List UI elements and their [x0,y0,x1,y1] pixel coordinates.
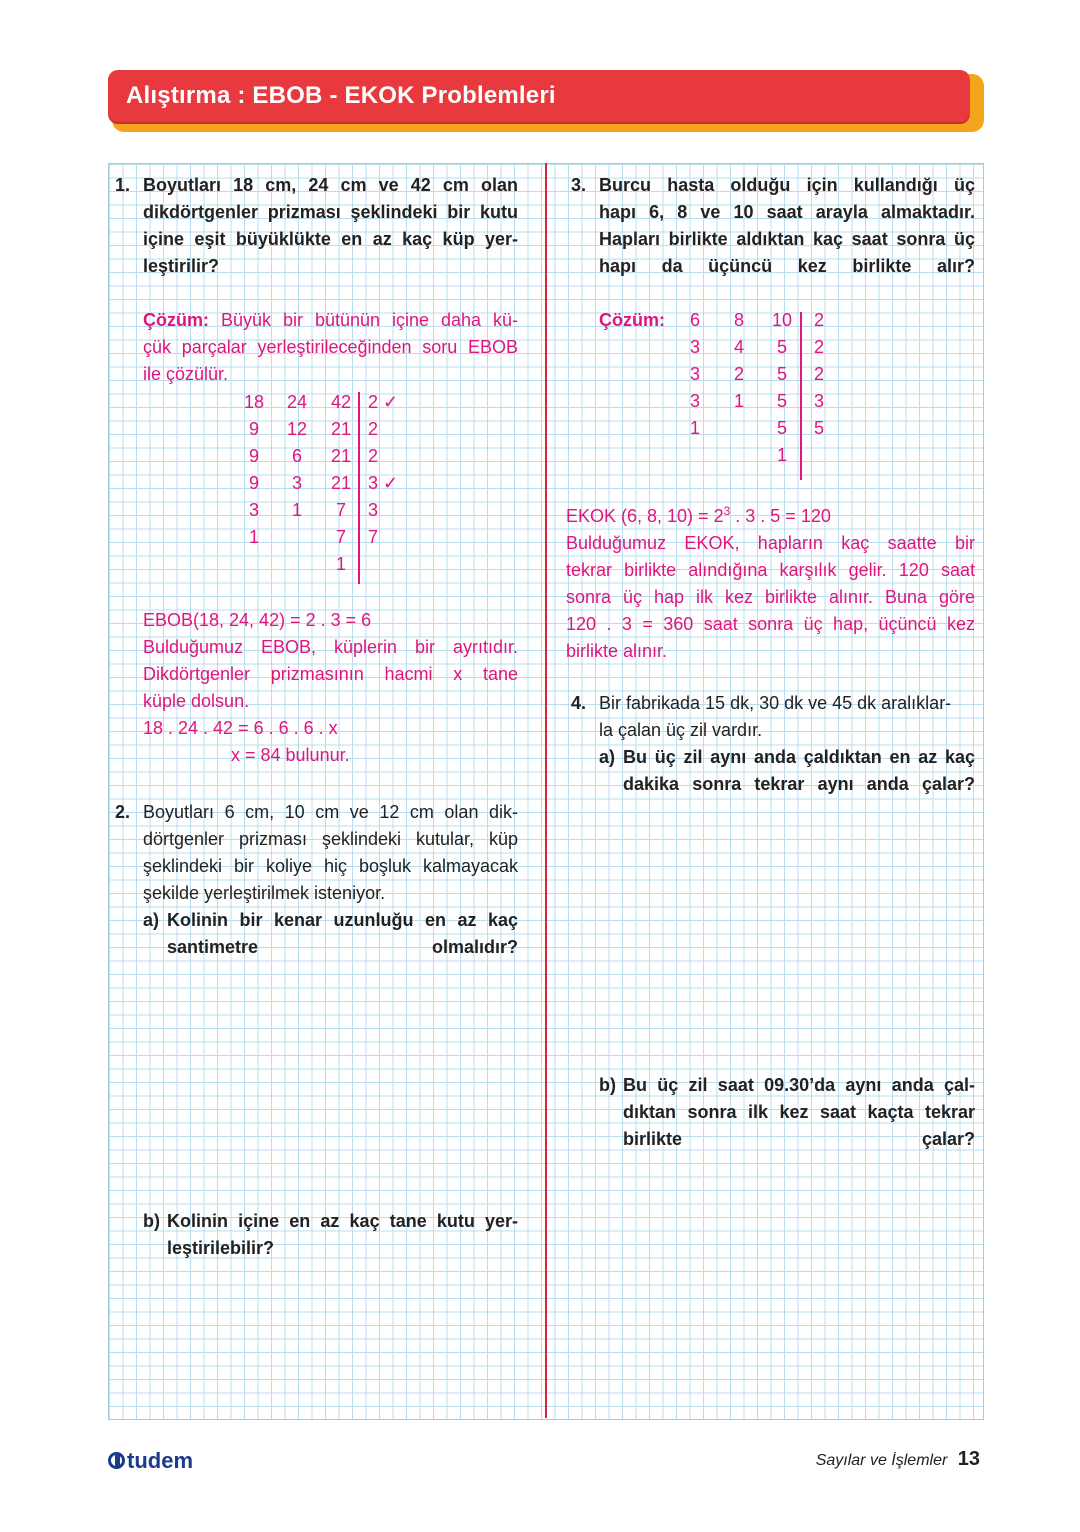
q3-cell: 6 [689,310,700,330]
q1-cell: 3 [248,500,259,520]
q3-cell: 5 [776,364,787,384]
q3-line: Burcu hasta olduğu için kullandığı üç [599,175,975,195]
q1-cell: 9 [248,446,259,466]
q4-text [599,690,975,744]
q1-line: leştirilir? [143,256,220,276]
q1-solution-line: ile çözülür. [143,364,229,384]
q4b-text [623,1072,975,1153]
q1-table-divider [358,392,360,584]
q1-cell: 7 [335,500,346,520]
q1-cell: 6 [291,446,302,466]
q3-ekok-prefix: EKOK (6, 8, 10) = 2 [566,506,724,526]
q3-cell: 8 [733,310,744,330]
q1-cell: 12 [286,419,308,439]
q4-line: Bir fabrikada 15 dk, 30 dk ve 45 dk aralıklar- [599,693,952,713]
q3-cell: 4 [733,337,744,357]
q4-number: 4. [571,693,587,713]
column-divider [545,163,547,1418]
q2-line: şeklindeki bir koliye hiç boşluk kalmayacak [143,856,518,876]
q2a-line: santimetre olmalıdır? [167,937,518,957]
q4b-line: dıktan sonra ilk kez saat kaçta tekrar [623,1102,975,1122]
q3-ekok-line [566,498,975,530]
q4-line: la çalan üç zil vardır. [599,720,763,740]
q3-result-line: birlikte alınır. [566,641,668,661]
q4a-line: Bu üç zil aynı anda çaldıktan en az kaç [623,747,975,767]
q2a-line: Kolinin bir kenar uzunluğu en az kaç [167,910,518,930]
q1-line: dikdörtgenler prizması şeklindeki bir kutu [143,202,518,222]
q1-solution-line: Büyük bir bütünün içine daha kü- [209,310,518,330]
q3-cell: 5 [813,418,824,438]
title-banner [108,70,970,122]
publisher-logo-icon [108,1452,125,1469]
q3-ekok-exponent: 3 [723,504,731,518]
q2b-label: b) [143,1211,160,1231]
q1-result-line: 18 . 24 . 42 = 6 . 6 . 6 . x [143,718,338,738]
q1-result-line: küple dolsun. [143,691,250,711]
q3-cell: 3 [689,337,700,357]
q3-line: Hapları birlikte aldıktan kaç saat sonra üç [599,229,975,249]
q3-cell: 5 [776,391,787,411]
q3-line: hapı 6, 8 ve 10 saat arayla almaktadır. [599,202,975,222]
q4a-text [623,744,975,798]
q2b-line: leştirilebilir? [167,1238,275,1258]
q3-cell: 1 [733,391,744,411]
q1-cell: 21 [330,473,352,493]
q3-solution-label: Çözüm: [599,310,665,330]
q4a-line: dakika sonra tekrar aynı anda çalar? [623,774,975,794]
q3-result-line: sonra üç hap ilk kez birlikte alınır. Buna göre [566,587,975,607]
q1-cell: 9 [248,419,259,439]
section-name: Sayılar ve İşlemler [815,1452,948,1469]
page-title: Alıştırma : EBOB - EKOK Problemleri [126,82,556,109]
q3-cell: 2 [813,364,824,384]
page-number: 13 [957,1448,980,1470]
q2b-line: Kolinin içine en az kaç tane kutu yer- [167,1211,518,1231]
q1-cell: 1 [291,500,302,520]
q2-line: Boyutları 6 cm, 10 cm ve 12 cm olan dik- [143,802,518,822]
q3-cell: 3 [689,391,700,411]
q3-result-line: tekrar birlikte alındığına karşılık gelir. 120 saat [566,560,975,580]
q1-cell: 3 ✓ [368,473,399,493]
q3-text [599,172,975,280]
q1-solution-label: Çözüm: [143,310,209,330]
q2-line: şekilde yerleştirilmek isteniyor. [143,883,386,903]
publisher-name: tudem [127,1448,193,1473]
q3-cell: 2 [813,337,824,357]
q1-line: Boyutları 18 cm, 24 cm ve 42 cm olan [143,175,518,195]
q1-result-line: EBOB(18, 24, 42) = 2 . 3 = 6 [143,610,372,630]
q1-cell: 1 [335,554,346,574]
q3-ekok-suffix: . 3 . 5 = 120 [730,506,831,526]
q1-result-line: Bulduğumuz EBOB, küplerin bir ayrıtıdır. [143,637,518,657]
q2a-text [167,907,518,961]
q1-result-line: x = 84 bulunur. [231,745,350,765]
q1-number: 1. [115,175,131,195]
q4b-label: b) [599,1075,616,1095]
q1-cell: 24 [286,392,308,412]
q3-cell: 5 [776,337,787,357]
q1-text [143,172,518,280]
q1-cell: 1 [248,527,259,547]
q1-cell: 7 [368,527,379,547]
q1-result-line: Dikdörtgenler prizmasının hacmi x tane [143,664,518,684]
q3-line: hapı da üçüncü kez birlikte alır? [599,256,975,276]
q1-result [143,607,518,769]
q3-cell: 5 [776,418,787,438]
q4a-label: a) [599,747,616,767]
q3-cell: 2 [733,364,744,384]
page-footer [816,1448,980,1471]
q1-cell: 42 [330,392,352,412]
q1-cell: 9 [248,473,259,493]
q1-cell: 2 [368,419,379,439]
q1-line: içine eşit büyüklükte en az kaç küp yer- [143,229,518,249]
q2-text [143,799,518,907]
q2b-text [167,1208,518,1262]
q1-cell: 3 [291,473,302,493]
q2a-label: a) [143,910,160,930]
q3-cell: 1 [689,418,700,438]
q1-cell: 18 [243,392,265,412]
q3-result [566,498,975,665]
q1-cell: 7 [335,527,346,547]
q3-result-line: 120 . 3 = 360 saat sonra üç hap, üçüncü kez [566,614,975,634]
publisher-logo [108,1448,193,1474]
q3-cell: 3 [689,364,700,384]
q3-table-divider [800,312,802,480]
q3-cell: 1 [776,445,787,465]
q1-solution [143,307,518,388]
q4b-line: Bu üç zil saat 09.30’da aynı anda çal- [623,1075,975,1095]
q3-number: 3. [571,175,587,195]
q4b-line: birlikte çalar? [623,1129,975,1149]
q1-cell: 21 [330,446,352,466]
q1-cell: 2 [368,446,379,466]
q3-cell: 10 [771,310,793,330]
q3-result-line: Bulduğumuz EKOK, hapların kaç saatte bir [566,533,975,553]
q3-cell: 3 [813,391,824,411]
q2-number: 2. [115,802,131,822]
q3-cell: 2 [813,310,824,330]
q1-cell: 3 [368,500,379,520]
q2-line: dörtgenler prizması şeklindeki kutular, küp [143,829,518,849]
q1-solution-line: çük parçalar yerleştirileceğinden soru EBOB [143,337,518,357]
q1-cell: 2 ✓ [368,392,399,412]
q1-cell: 21 [330,419,352,439]
